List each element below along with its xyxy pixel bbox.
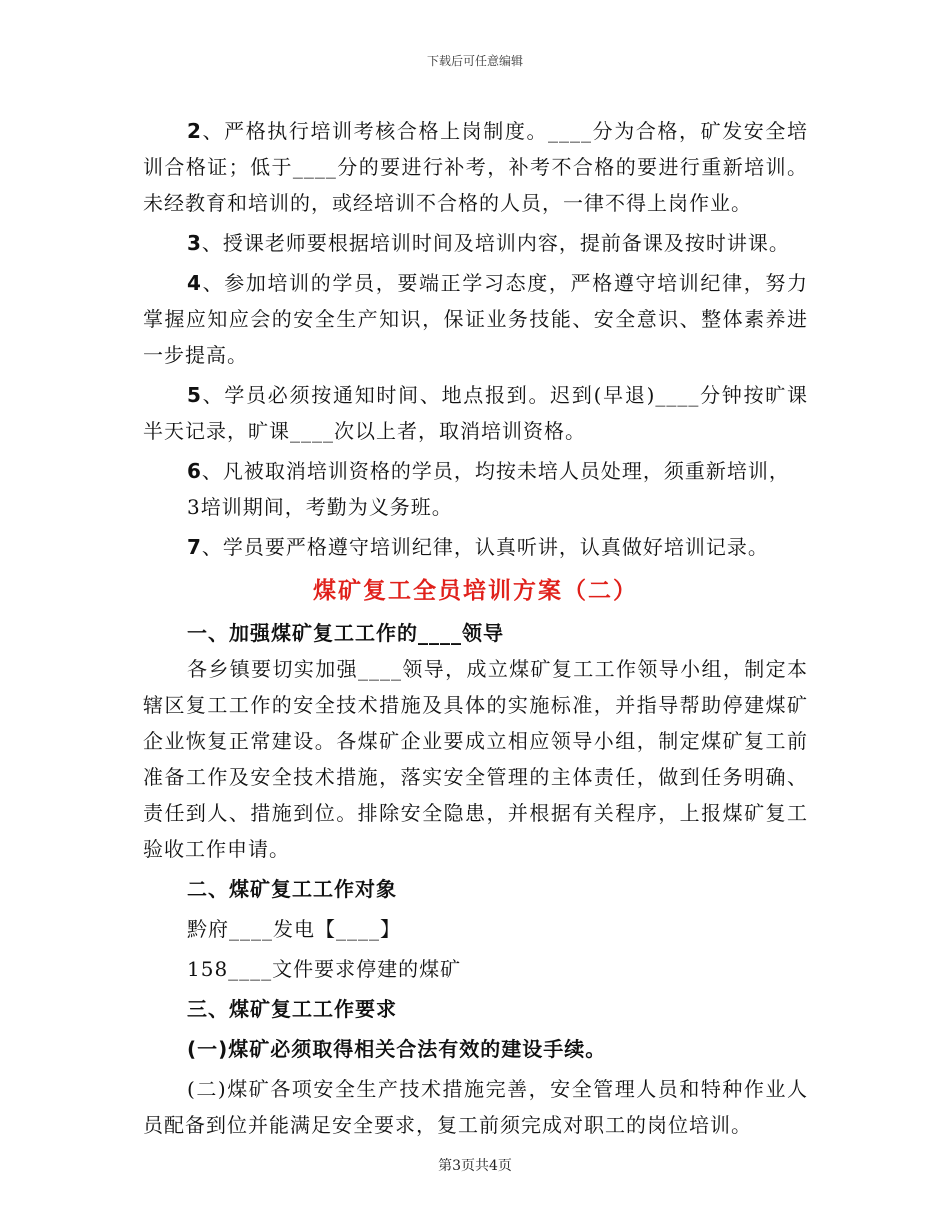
item-text: 、凡被取消培训资格的学员，均按未培人员处理，须重新培训， xyxy=(201,459,790,483)
item-text: 、严格执行培训考核合格上岗制度。____分为合格，矿发安全培训合格证；低于____分的要进行补考，补考不合格的要进行重新培训。未经教育和培训的，或经培训不合格的人员，一律不得上岗作业。 xyxy=(143,119,808,215)
item-text: 、学员必须按通知时间、地点报到。迟到(早退)____分钟按旷课半天记录，旷课____次以上者，取消培训资格。 xyxy=(143,383,808,443)
list-item-2 xyxy=(143,113,808,221)
item-text: 3培训期间，考勤为义务班。 xyxy=(187,495,453,519)
item-number: 2 xyxy=(187,119,202,143)
item-text: 、学员要严格遵守培训纪律，认真听讲，认真做好培训记录。 xyxy=(201,535,769,559)
header-note: 下载后可任意编辑 xyxy=(426,54,523,68)
list-item-3 xyxy=(143,225,808,261)
item-number: 5 xyxy=(187,383,202,407)
section-1-body: 各乡镇要切实加强____领导，成立煤矿复工工作领导小组，制定本辖区复工工作的安全技术措施及具体的实施标准，并指导帮助停建煤矿企业恢复正常建设。各煤矿企业要成立相应领导小组，制定煤矿复工前准备工作及安全技术措施，落实安全管理的主体责任，做到任务明确、责任到人、措施到位。排除安全隐患，并根据有关程序，上报煤矿复工验收工作申请。 xyxy=(143,657,808,861)
list-item-7 xyxy=(143,529,808,565)
section-3-sub-1: (一)煤矿必须取得相关合法有效的建设手续。 xyxy=(187,1037,607,1061)
list-item-4 xyxy=(143,265,808,373)
list-item-6-continued xyxy=(143,489,808,525)
section-1-heading: 一、加强煤矿复工工作的____领导 xyxy=(187,621,504,645)
section-3-heading: 三、煤矿复工工作要求 xyxy=(187,997,397,1021)
section-3-sub-2: (二)煤矿各项安全生产技术措施完善，安全管理人员和特种作业人员配备到位并能满足安全要求，复工前须完成对职工的岗位培训。 xyxy=(143,1077,808,1137)
section-2-heading: 二、煤矿复工工作对象 xyxy=(187,877,397,901)
document-title: 煤矿复工全员培训方案（二） xyxy=(313,578,638,604)
item-number: 7 xyxy=(187,535,202,559)
page-number: 第3页共4页 xyxy=(438,1158,512,1174)
item-text: 、参加培训的学员，要端正学习态度，严格遵守培训纪律，努力掌握应知应会的安全生产知识，保证业务技能、安全意识、整体素养进一步提高。 xyxy=(143,271,808,367)
item-number: 4 xyxy=(187,271,202,295)
item-number: 3 xyxy=(187,231,202,255)
document-body xyxy=(143,113,808,1143)
item-text: 、授课老师要根据培训时间及培训内容，提前备课及按时讲课。 xyxy=(201,231,790,255)
item-number: 6 xyxy=(187,459,202,483)
list-item-6 xyxy=(143,453,808,489)
section-2-line-1: 黔府____发电【____】 xyxy=(187,917,401,941)
section-2-line-2: 158____文件要求停建的煤矿 xyxy=(187,957,462,981)
list-item-5 xyxy=(143,377,808,449)
